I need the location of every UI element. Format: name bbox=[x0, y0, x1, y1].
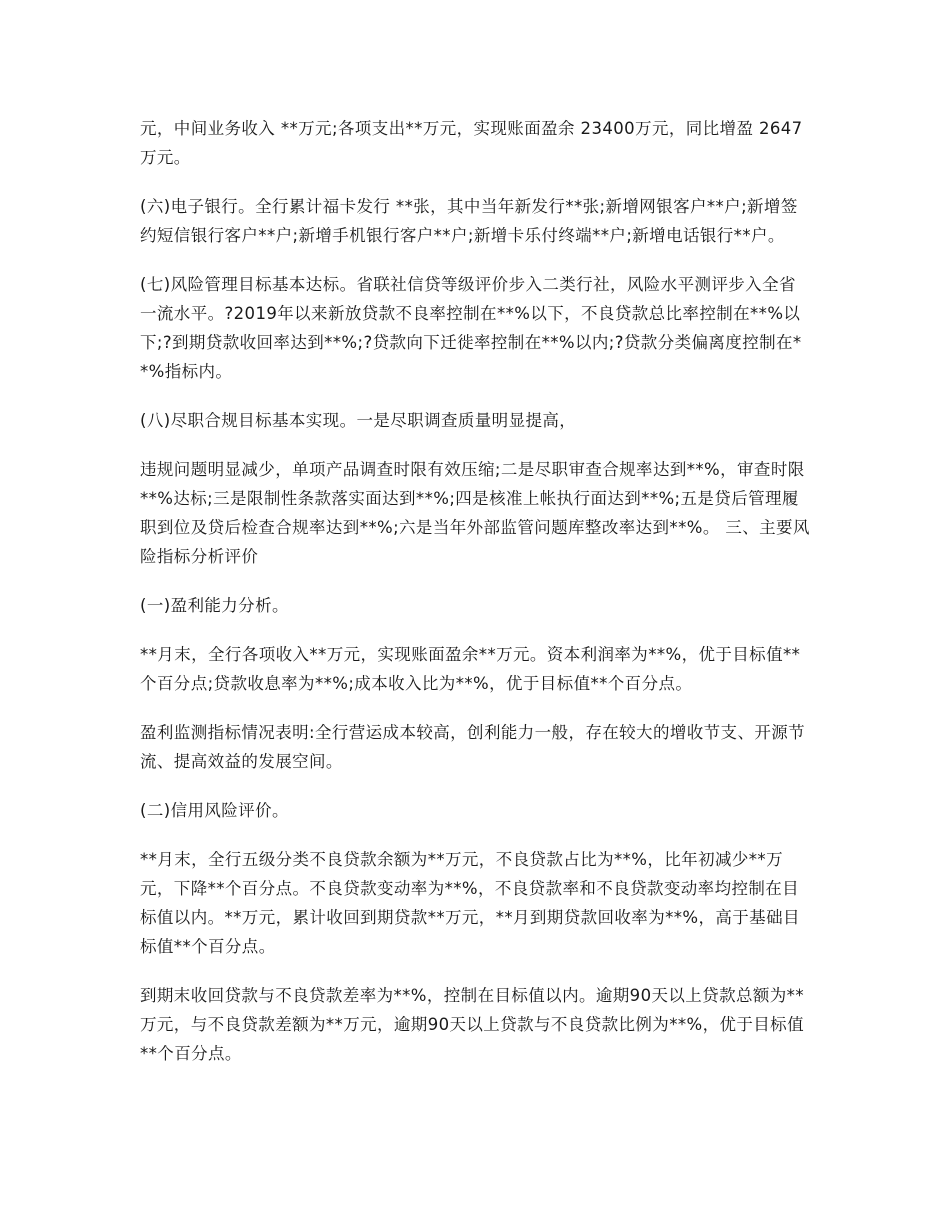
paragraph-profitability: **月末，全行各项收入**万元，实现账面盈余**万元。资本利润率为**%，优于目标值**个百分点;贷款收息率为**%;成本收入比为**%，优于目标值**个百分点。 bbox=[140, 645, 801, 693]
paragraph-compliance-heading: (八)尽职合规目标基本实现。一是尽职调查质量明显提高， bbox=[140, 411, 577, 430]
section-heading-profitability: (一)盈利能力分析。 bbox=[140, 596, 289, 615]
paragraph-e-banking: (六)电子银行。全行累计福卡发行 **张，其中当年新发行**张;新增网银客户**户;新增签约短信银行客户**户;新增手机银行客户**户;新增卡乐付终端**户;新增电话银行**户。 bbox=[140, 197, 798, 245]
paragraph-compliance-detail: 违规问题明显减少，单项产品调查时限有效压缩;二是尽职审查合规率达到**%，审查时限**%达标;三是限制性条款落实面达到**%;四是核准上帐执行面达到**%;五是贷后管理履职到位及贷后检查合规率达到**%;六是当年外部监管问题库整改率达到**%。 三、主要风险指标分析评价 bbox=[140, 460, 810, 566]
section-heading-credit-risk: (二)信用风险评价。 bbox=[140, 801, 289, 820]
paragraph-income-summary: 元，中间业务收入 **万元;各项支出**万元，实现账面盈余 23400万元，同比增盈 2647万元。 bbox=[140, 119, 803, 167]
paragraph-risk-management: (七)风险管理目标基本达标。省联社信贷等级评价步入二类行社，风险水平测评步入全省一流水平。?2019年以来新放贷款不良率控制在**%以下，不良贷款总比率控制在**%以下;?到期贷款收回率达到**%;?贷款向下迁徙率控制在**%以内;?贷款分类偏离度控制在**%指标内。 bbox=[140, 275, 802, 381]
document-body bbox=[140, 114, 812, 1088]
paragraph-credit-risk: **月末，全行五级分类不良贷款余额为**万元，不良贷款占比为**%，比年初减少**万元，下降**个百分点。不良贷款变动率为**%，不良贷款率和不良贷款变动率均控制在目标值以内。**万元，累计收回到期贷款**万元，**月到期贷款回收率为**%，高于基础目标值**个百分点。 bbox=[140, 850, 800, 956]
paragraph-profit-monitoring: 盈利监测指标情况表明:全行营运成本较高，创利能力一般，存在较大的增收节支、开源节流、提高效益的发展空间。 bbox=[140, 723, 806, 771]
paragraph-overdue-loans: 到期末收回贷款与不良贷款差率为**%，控制在目标值以内。逾期90天以上贷款总额为**万元，与不良贷款差额为**万元，逾期90天以上贷款与不良贷款比例为**%，优于目标值**个百分点。 bbox=[140, 986, 804, 1063]
